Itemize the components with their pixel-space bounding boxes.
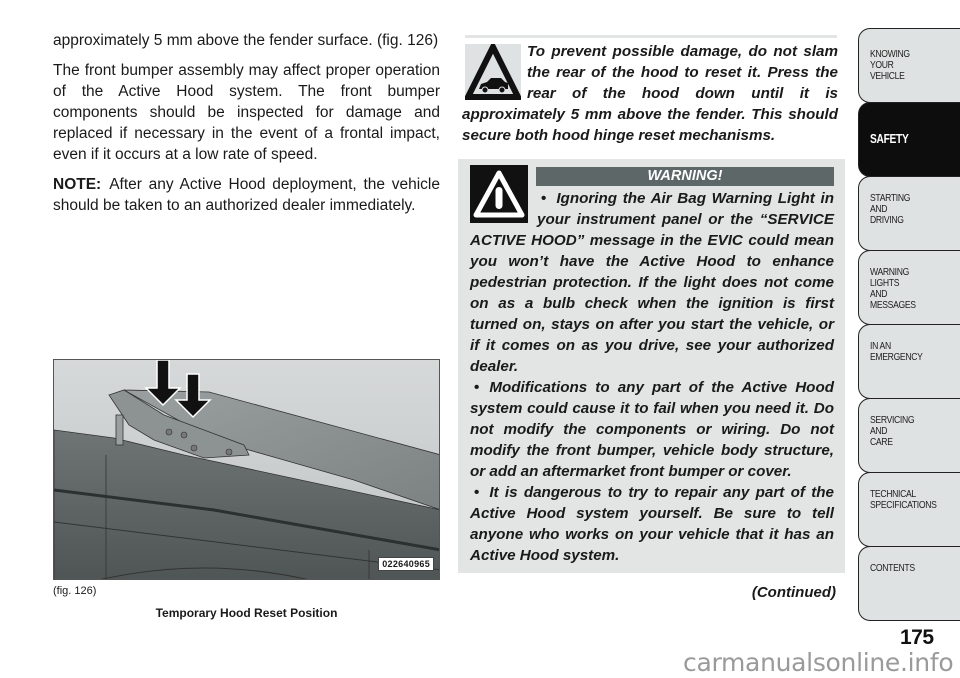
tab-servicing-and-care[interactable] xyxy=(858,398,960,473)
tab-label-line: YOUR xyxy=(870,59,894,71)
tab-label-line: TECHNICAL xyxy=(870,488,916,500)
tab-label-line: STARTING xyxy=(870,192,911,204)
figure-caption: Temporary Hood Reset Position xyxy=(155,606,338,620)
tab-label-line: EMERGENCY xyxy=(870,351,923,363)
warning-bullet: • It is dangerous to try to repair any part of the Active Hood system yourself. Be sure to tell anyone who works on your vehicle that it has an Active Hood system. xyxy=(470,484,834,564)
hinge-bolt-3 xyxy=(191,445,197,451)
paragraph-fender-surface: approximately 5 mm above the fender surface. (fig. 126) xyxy=(53,32,439,49)
figure-reference: (fig. 126) xyxy=(53,585,97,597)
note-text: After any Active Hood deployment, the vehicle should be taken to an authorized dealer immediately. xyxy=(53,176,440,214)
warning-text xyxy=(470,188,834,566)
note-label: NOTE: xyxy=(53,176,102,193)
tab-label-line: KNOWING xyxy=(870,48,910,60)
bullet-icon: • xyxy=(541,190,547,207)
left-column xyxy=(53,30,440,225)
bullet-icon: • xyxy=(474,379,480,396)
tab-label-line: AND xyxy=(870,288,888,300)
page-number: 175 xyxy=(900,626,934,649)
tab-label-line: DRIVING xyxy=(870,214,904,226)
section-tabs xyxy=(858,29,960,621)
paragraph-front-bumper: The front bumper assembly may affect proper operation of the Active Hood system. The front bumper components should be inspected for damage and replaced if necessary in the event of a frontal impact, even if it occurs at a low rate of speed. xyxy=(53,62,440,163)
hood-hinge-illustration xyxy=(54,360,440,580)
tab-label-line: CONTENTS xyxy=(870,562,915,574)
hinge-bolt-4 xyxy=(226,449,232,455)
tab-label-line: LIGHTS xyxy=(870,277,900,289)
warning-bullet: • Modifications to any part of the Active Hood system could cause it to fail when you need it. Do not modify the components or wiring. Do not modify the front bumper, vehicle body structure, or add an aftermarket front bumper or cover. xyxy=(470,379,834,480)
hinge-strut xyxy=(116,415,123,445)
tab-label-line: IN AN xyxy=(870,340,891,352)
warning-header: WARNING! xyxy=(536,167,834,186)
tab-label-line: CARE xyxy=(870,436,893,448)
caution-text: To prevent possible damage, do not slam the rear of the hood to reset it. Press the rear of the hood down until it is approximately 5 mm above the fender. This should secure both hood hinge reset mechanisms. xyxy=(462,43,838,144)
continued-label: (Continued) xyxy=(751,584,836,601)
warning-bullet: • Ignoring the Air Bag Warning Light in your instrument panel or the “SERVICE ACTIVE HOOD” message in the EVIC could mean you won’t have the Active Hood to enhance pedestrian protection. If the light does not come on as a bulb check when the ignition is first turned on, stays on after you start the vehicle, or if it comes on as you drive, see your authorized dealer. xyxy=(470,190,834,375)
note-paragraph xyxy=(53,174,440,216)
caution-divider xyxy=(465,35,837,38)
tab-knowing-your-vehicle[interactable] xyxy=(858,28,960,103)
tab-contents[interactable] xyxy=(858,546,960,621)
hinge-bolt-2 xyxy=(181,432,187,438)
tab-label-line: VEHICLE xyxy=(870,70,905,82)
warning-box xyxy=(458,159,845,573)
figure-code: 022640965 xyxy=(378,557,434,571)
tab-label-line: MESSAGES xyxy=(870,299,916,311)
tab-label-line: AND xyxy=(870,203,888,215)
tab-label-line: SAFETY xyxy=(870,132,909,146)
bullet-icon: • xyxy=(474,484,480,501)
tab-warning-lights-and-messages[interactable] xyxy=(858,250,960,325)
hinge-bolt-1 xyxy=(166,429,172,435)
tab-label-line: WARNING xyxy=(870,266,910,278)
tab-starting-and-driving[interactable] xyxy=(858,176,960,251)
tab-in-an-emergency[interactable] xyxy=(858,324,960,399)
tab-label-line: SPECIFICATIONS xyxy=(870,499,937,511)
watermark: carmanualsonline.info xyxy=(683,648,954,677)
tab-technical-specifications[interactable] xyxy=(858,472,960,547)
tab-label-line: AND xyxy=(870,425,888,437)
figure-hood-hinge xyxy=(53,359,440,580)
tab-label-line: SERVICING xyxy=(870,414,915,426)
tab-safety[interactable] xyxy=(858,102,960,177)
